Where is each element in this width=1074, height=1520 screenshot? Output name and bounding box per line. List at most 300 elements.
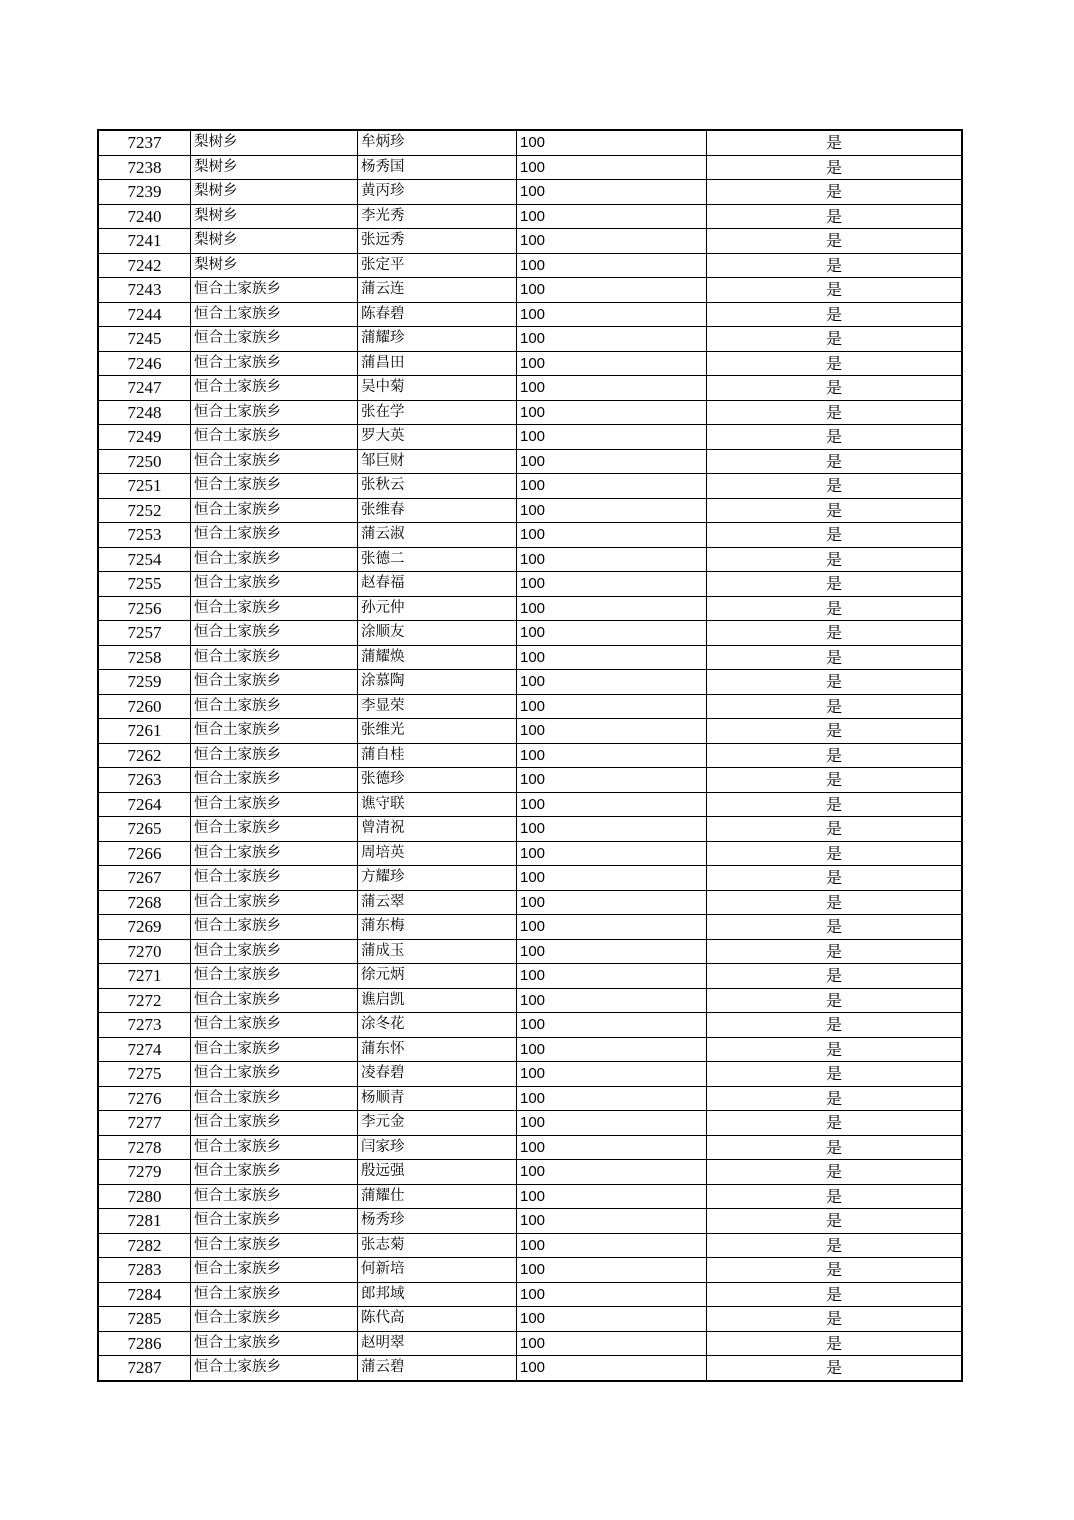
cell-township: 恒合土家族乡 <box>191 1184 358 1209</box>
cell-flag: 是 <box>707 596 963 621</box>
cell-township: 恒合土家族乡 <box>191 400 358 425</box>
cell-flag: 是 <box>707 964 963 989</box>
cell-amount: 100 <box>517 253 707 278</box>
cell-amount: 100 <box>517 792 707 817</box>
cell-amount: 100 <box>517 302 707 327</box>
cell-id: 7237 <box>98 130 191 155</box>
cell-name: 谯守联 <box>358 792 517 817</box>
cell-flag: 是 <box>707 1356 963 1381</box>
cell-amount: 100 <box>517 523 707 548</box>
cell-amount: 100 <box>517 719 707 744</box>
cell-name: 曾清祝 <box>358 817 517 842</box>
cell-name: 殷远强 <box>358 1160 517 1185</box>
cell-township: 恒合土家族乡 <box>191 327 358 352</box>
cell-name: 蒲云翠 <box>358 890 517 915</box>
cell-flag: 是 <box>707 180 963 205</box>
cell-name: 吴中菊 <box>358 376 517 401</box>
cell-id: 7265 <box>98 817 191 842</box>
cell-flag: 是 <box>707 204 963 229</box>
cell-id: 7253 <box>98 523 191 548</box>
cell-township: 恒合土家族乡 <box>191 719 358 744</box>
cell-name: 张在学 <box>358 400 517 425</box>
cell-flag: 是 <box>707 547 963 572</box>
cell-township: 恒合土家族乡 <box>191 621 358 646</box>
cell-amount: 100 <box>517 939 707 964</box>
cell-name: 蒲耀仕 <box>358 1184 517 1209</box>
cell-flag: 是 <box>707 817 963 842</box>
table-row <box>98 645 962 670</box>
cell-id: 7249 <box>98 425 191 450</box>
cell-township: 恒合土家族乡 <box>191 768 358 793</box>
cell-township: 恒合土家族乡 <box>191 988 358 1013</box>
cell-name: 蒲成玉 <box>358 939 517 964</box>
table-row <box>98 130 962 155</box>
cell-id: 7283 <box>98 1258 191 1283</box>
cell-amount: 100 <box>517 278 707 303</box>
table-row <box>98 204 962 229</box>
cell-township: 恒合土家族乡 <box>191 645 358 670</box>
cell-township: 恒合土家族乡 <box>191 1209 358 1234</box>
cell-id: 7266 <box>98 841 191 866</box>
cell-amount: 100 <box>517 376 707 401</box>
table-row <box>98 670 962 695</box>
table-row <box>98 327 962 352</box>
cell-flag: 是 <box>707 988 963 1013</box>
cell-name: 郎邦域 <box>358 1282 517 1307</box>
cell-flag: 是 <box>707 768 963 793</box>
cell-name: 牟炳珍 <box>358 130 517 155</box>
cell-name: 方耀珍 <box>358 866 517 891</box>
cell-township: 恒合土家族乡 <box>191 1331 358 1356</box>
cell-flag: 是 <box>707 1135 963 1160</box>
table-row <box>98 841 962 866</box>
table-row <box>98 1160 962 1185</box>
cell-amount: 100 <box>517 596 707 621</box>
cell-flag: 是 <box>707 1233 963 1258</box>
cell-township: 恒合土家族乡 <box>191 1062 358 1087</box>
table-row <box>98 425 962 450</box>
cell-township: 恒合土家族乡 <box>191 523 358 548</box>
cell-township: 恒合土家族乡 <box>191 1307 358 1332</box>
cell-township: 恒合土家族乡 <box>191 1356 358 1381</box>
cell-township: 恒合土家族乡 <box>191 1160 358 1185</box>
cell-township: 恒合土家族乡 <box>191 866 358 891</box>
cell-amount: 100 <box>517 1013 707 1038</box>
cell-township: 梨树乡 <box>191 130 358 155</box>
cell-amount: 100 <box>517 1356 707 1381</box>
table-row <box>98 596 962 621</box>
table-row <box>98 229 962 254</box>
cell-flag: 是 <box>707 425 963 450</box>
cell-id: 7250 <box>98 449 191 474</box>
table-row <box>98 572 962 597</box>
cell-flag: 是 <box>707 229 963 254</box>
table-row <box>98 449 962 474</box>
cell-flag: 是 <box>707 866 963 891</box>
cell-amount: 100 <box>517 155 707 180</box>
cell-township: 恒合土家族乡 <box>191 449 358 474</box>
cell-name: 张秋云 <box>358 474 517 499</box>
cell-amount: 100 <box>517 572 707 597</box>
cell-name: 杨秀珍 <box>358 1209 517 1234</box>
cell-flag: 是 <box>707 890 963 915</box>
cell-id: 7272 <box>98 988 191 1013</box>
cell-township: 恒合土家族乡 <box>191 964 358 989</box>
cell-township: 恒合土家族乡 <box>191 939 358 964</box>
cell-id: 7252 <box>98 498 191 523</box>
cell-id: 7255 <box>98 572 191 597</box>
table-row <box>98 1013 962 1038</box>
cell-id: 7287 <box>98 1356 191 1381</box>
cell-amount: 100 <box>517 817 707 842</box>
cell-flag: 是 <box>707 1258 963 1283</box>
cell-flag: 是 <box>707 498 963 523</box>
cell-township: 恒合土家族乡 <box>191 1111 358 1136</box>
table-row <box>98 719 962 744</box>
table-row <box>98 302 962 327</box>
cell-township: 恒合土家族乡 <box>191 841 358 866</box>
cell-township: 恒合土家族乡 <box>191 817 358 842</box>
cell-name: 陈春碧 <box>358 302 517 327</box>
cell-township: 恒合土家族乡 <box>191 1135 358 1160</box>
cell-id: 7240 <box>98 204 191 229</box>
cell-name: 陈代高 <box>358 1307 517 1332</box>
table-row <box>98 964 962 989</box>
cell-name: 张德二 <box>358 547 517 572</box>
cell-flag: 是 <box>707 400 963 425</box>
cell-id: 7274 <box>98 1037 191 1062</box>
cell-township: 梨树乡 <box>191 253 358 278</box>
cell-name: 张定平 <box>358 253 517 278</box>
cell-township: 恒合土家族乡 <box>191 1282 358 1307</box>
cell-flag: 是 <box>707 915 963 940</box>
cell-name: 李光秀 <box>358 204 517 229</box>
cell-amount: 100 <box>517 1233 707 1258</box>
cell-name: 李元金 <box>358 1111 517 1136</box>
cell-id: 7271 <box>98 964 191 989</box>
cell-id: 7280 <box>98 1184 191 1209</box>
cell-flag: 是 <box>707 523 963 548</box>
cell-township: 梨树乡 <box>191 180 358 205</box>
cell-amount: 100 <box>517 1307 707 1332</box>
cell-amount: 100 <box>517 400 707 425</box>
cell-id: 7243 <box>98 278 191 303</box>
cell-amount: 100 <box>517 964 707 989</box>
cell-id: 7273 <box>98 1013 191 1038</box>
cell-name: 邹巨财 <box>358 449 517 474</box>
cell-flag: 是 <box>707 645 963 670</box>
cell-id: 7264 <box>98 792 191 817</box>
cell-id: 7262 <box>98 743 191 768</box>
cell-amount: 100 <box>517 1209 707 1234</box>
cell-amount: 100 <box>517 449 707 474</box>
cell-amount: 100 <box>517 1331 707 1356</box>
cell-name: 徐元炳 <box>358 964 517 989</box>
cell-flag: 是 <box>707 841 963 866</box>
cell-name: 涂冬花 <box>358 1013 517 1038</box>
cell-township: 梨树乡 <box>191 204 358 229</box>
cell-amount: 100 <box>517 351 707 376</box>
cell-township: 恒合土家族乡 <box>191 425 358 450</box>
cell-name: 蒲耀焕 <box>358 645 517 670</box>
cell-id: 7284 <box>98 1282 191 1307</box>
cell-flag: 是 <box>707 1111 963 1136</box>
cell-amount: 100 <box>517 474 707 499</box>
table-row <box>98 1331 962 1356</box>
cell-amount: 100 <box>517 425 707 450</box>
cell-name: 蒲昌田 <box>358 351 517 376</box>
cell-name: 蒲云碧 <box>358 1356 517 1381</box>
table-row <box>98 768 962 793</box>
cell-amount: 100 <box>517 204 707 229</box>
cell-id: 7244 <box>98 302 191 327</box>
cell-amount: 100 <box>517 1258 707 1283</box>
data-table <box>97 129 963 1382</box>
cell-township: 恒合土家族乡 <box>191 596 358 621</box>
cell-id: 7258 <box>98 645 191 670</box>
table-row <box>98 1258 962 1283</box>
cell-name: 赵春福 <box>358 572 517 597</box>
cell-flag: 是 <box>707 327 963 352</box>
cell-id: 7277 <box>98 1111 191 1136</box>
cell-township: 恒合土家族乡 <box>191 670 358 695</box>
cell-amount: 100 <box>517 670 707 695</box>
table-row <box>98 694 962 719</box>
table-row <box>98 1086 962 1111</box>
cell-name: 谯启凯 <box>358 988 517 1013</box>
cell-flag: 是 <box>707 130 963 155</box>
cell-flag: 是 <box>707 1184 963 1209</box>
table-body <box>98 130 962 1381</box>
cell-flag: 是 <box>707 694 963 719</box>
cell-flag: 是 <box>707 1209 963 1234</box>
cell-amount: 100 <box>517 1160 707 1185</box>
cell-township: 恒合土家族乡 <box>191 1037 358 1062</box>
cell-name: 张维光 <box>358 719 517 744</box>
cell-flag: 是 <box>707 1160 963 1185</box>
table-row <box>98 890 962 915</box>
cell-id: 7247 <box>98 376 191 401</box>
cell-name: 凌春碧 <box>358 1062 517 1087</box>
cell-township: 恒合土家族乡 <box>191 743 358 768</box>
cell-name: 涂顺友 <box>358 621 517 646</box>
cell-id: 7267 <box>98 866 191 891</box>
cell-amount: 100 <box>517 498 707 523</box>
cell-id: 7268 <box>98 890 191 915</box>
table-row <box>98 253 962 278</box>
cell-flag: 是 <box>707 939 963 964</box>
cell-flag: 是 <box>707 719 963 744</box>
table-row <box>98 988 962 1013</box>
cell-flag: 是 <box>707 376 963 401</box>
cell-township: 恒合土家族乡 <box>191 474 358 499</box>
cell-name: 蒲东怀 <box>358 1037 517 1062</box>
cell-id: 7286 <box>98 1331 191 1356</box>
cell-township: 恒合土家族乡 <box>191 278 358 303</box>
cell-id: 7241 <box>98 229 191 254</box>
cell-township: 恒合土家族乡 <box>191 351 358 376</box>
cell-flag: 是 <box>707 1062 963 1087</box>
cell-id: 7254 <box>98 547 191 572</box>
cell-flag: 是 <box>707 1282 963 1307</box>
cell-township: 恒合土家族乡 <box>191 572 358 597</box>
cell-id: 7278 <box>98 1135 191 1160</box>
table-row <box>98 1184 962 1209</box>
cell-flag: 是 <box>707 278 963 303</box>
table-row <box>98 1037 962 1062</box>
cell-amount: 100 <box>517 841 707 866</box>
cell-id: 7242 <box>98 253 191 278</box>
cell-flag: 是 <box>707 743 963 768</box>
cell-flag: 是 <box>707 670 963 695</box>
table-row <box>98 1233 962 1258</box>
table-row <box>98 915 962 940</box>
cell-name: 罗大英 <box>358 425 517 450</box>
cell-amount: 100 <box>517 130 707 155</box>
cell-flag: 是 <box>707 474 963 499</box>
cell-amount: 100 <box>517 694 707 719</box>
cell-township: 恒合土家族乡 <box>191 694 358 719</box>
cell-flag: 是 <box>707 1013 963 1038</box>
cell-township: 恒合土家族乡 <box>191 890 358 915</box>
cell-flag: 是 <box>707 351 963 376</box>
cell-name: 蒲云淑 <box>358 523 517 548</box>
cell-id: 7257 <box>98 621 191 646</box>
cell-id: 7269 <box>98 915 191 940</box>
cell-amount: 100 <box>517 988 707 1013</box>
table-row <box>98 1111 962 1136</box>
cell-flag: 是 <box>707 253 963 278</box>
cell-flag: 是 <box>707 1331 963 1356</box>
cell-township: 恒合土家族乡 <box>191 1086 358 1111</box>
cell-name: 张德珍 <box>358 768 517 793</box>
cell-amount: 100 <box>517 1282 707 1307</box>
cell-name: 黄丙珍 <box>358 180 517 205</box>
cell-flag: 是 <box>707 621 963 646</box>
cell-name: 蒲耀珍 <box>358 327 517 352</box>
cell-amount: 100 <box>517 866 707 891</box>
cell-id: 7276 <box>98 1086 191 1111</box>
table-row <box>98 743 962 768</box>
table-row <box>98 400 962 425</box>
cell-amount: 100 <box>517 1062 707 1087</box>
cell-flag: 是 <box>707 572 963 597</box>
cell-flag: 是 <box>707 302 963 327</box>
cell-amount: 100 <box>517 229 707 254</box>
cell-id: 7275 <box>98 1062 191 1087</box>
cell-name: 闫家珍 <box>358 1135 517 1160</box>
cell-township: 梨树乡 <box>191 155 358 180</box>
table-row <box>98 1135 962 1160</box>
cell-flag: 是 <box>707 155 963 180</box>
cell-amount: 100 <box>517 1184 707 1209</box>
cell-township: 恒合土家族乡 <box>191 1258 358 1283</box>
table-row <box>98 498 962 523</box>
cell-township: 恒合土家族乡 <box>191 792 358 817</box>
cell-name: 李显荣 <box>358 694 517 719</box>
cell-township: 梨树乡 <box>191 229 358 254</box>
table-row <box>98 1062 962 1087</box>
cell-id: 7239 <box>98 180 191 205</box>
cell-name: 赵明翠 <box>358 1331 517 1356</box>
cell-id: 7259 <box>98 670 191 695</box>
table-row <box>98 1307 962 1332</box>
cell-name: 杨秀国 <box>358 155 517 180</box>
cell-township: 恒合土家族乡 <box>191 915 358 940</box>
table-row <box>98 1356 962 1381</box>
cell-flag: 是 <box>707 792 963 817</box>
cell-amount: 100 <box>517 743 707 768</box>
cell-amount: 100 <box>517 645 707 670</box>
cell-amount: 100 <box>517 1135 707 1160</box>
table-row <box>98 155 962 180</box>
cell-id: 7279 <box>98 1160 191 1185</box>
cell-id: 7281 <box>98 1209 191 1234</box>
cell-id: 7256 <box>98 596 191 621</box>
table-row <box>98 180 962 205</box>
cell-id: 7282 <box>98 1233 191 1258</box>
cell-name: 张远秀 <box>358 229 517 254</box>
table-row <box>98 792 962 817</box>
cell-amount: 100 <box>517 180 707 205</box>
cell-flag: 是 <box>707 1307 963 1332</box>
cell-township: 恒合土家族乡 <box>191 1233 358 1258</box>
cell-name: 周培英 <box>358 841 517 866</box>
cell-amount: 100 <box>517 768 707 793</box>
table-row <box>98 621 962 646</box>
cell-name: 杨顺青 <box>358 1086 517 1111</box>
cell-amount: 100 <box>517 915 707 940</box>
table-row <box>98 474 962 499</box>
cell-id: 7251 <box>98 474 191 499</box>
cell-id: 7245 <box>98 327 191 352</box>
cell-id: 7261 <box>98 719 191 744</box>
cell-amount: 100 <box>517 621 707 646</box>
cell-name: 孙元仲 <box>358 596 517 621</box>
cell-township: 恒合土家族乡 <box>191 1013 358 1038</box>
table-row <box>98 547 962 572</box>
cell-amount: 100 <box>517 327 707 352</box>
cell-id: 7270 <box>98 939 191 964</box>
cell-id: 7285 <box>98 1307 191 1332</box>
table-row <box>98 523 962 548</box>
cell-township: 恒合土家族乡 <box>191 547 358 572</box>
table-row <box>98 1209 962 1234</box>
cell-id: 7260 <box>98 694 191 719</box>
cell-name: 张志菊 <box>358 1233 517 1258</box>
cell-flag: 是 <box>707 1037 963 1062</box>
cell-name: 何新培 <box>358 1258 517 1283</box>
cell-name: 涂慕陶 <box>358 670 517 695</box>
cell-name: 蒲自桂 <box>358 743 517 768</box>
table-row <box>98 817 962 842</box>
cell-amount: 100 <box>517 1111 707 1136</box>
cell-id: 7246 <box>98 351 191 376</box>
cell-flag: 是 <box>707 449 963 474</box>
cell-amount: 100 <box>517 1086 707 1111</box>
cell-township: 恒合土家族乡 <box>191 498 358 523</box>
cell-flag: 是 <box>707 1086 963 1111</box>
table-row <box>98 866 962 891</box>
cell-amount: 100 <box>517 890 707 915</box>
cell-township: 恒合土家族乡 <box>191 376 358 401</box>
cell-township: 恒合土家族乡 <box>191 302 358 327</box>
cell-id: 7238 <box>98 155 191 180</box>
table-row <box>98 351 962 376</box>
table-row <box>98 939 962 964</box>
cell-amount: 100 <box>517 547 707 572</box>
cell-name: 蒲东梅 <box>358 915 517 940</box>
